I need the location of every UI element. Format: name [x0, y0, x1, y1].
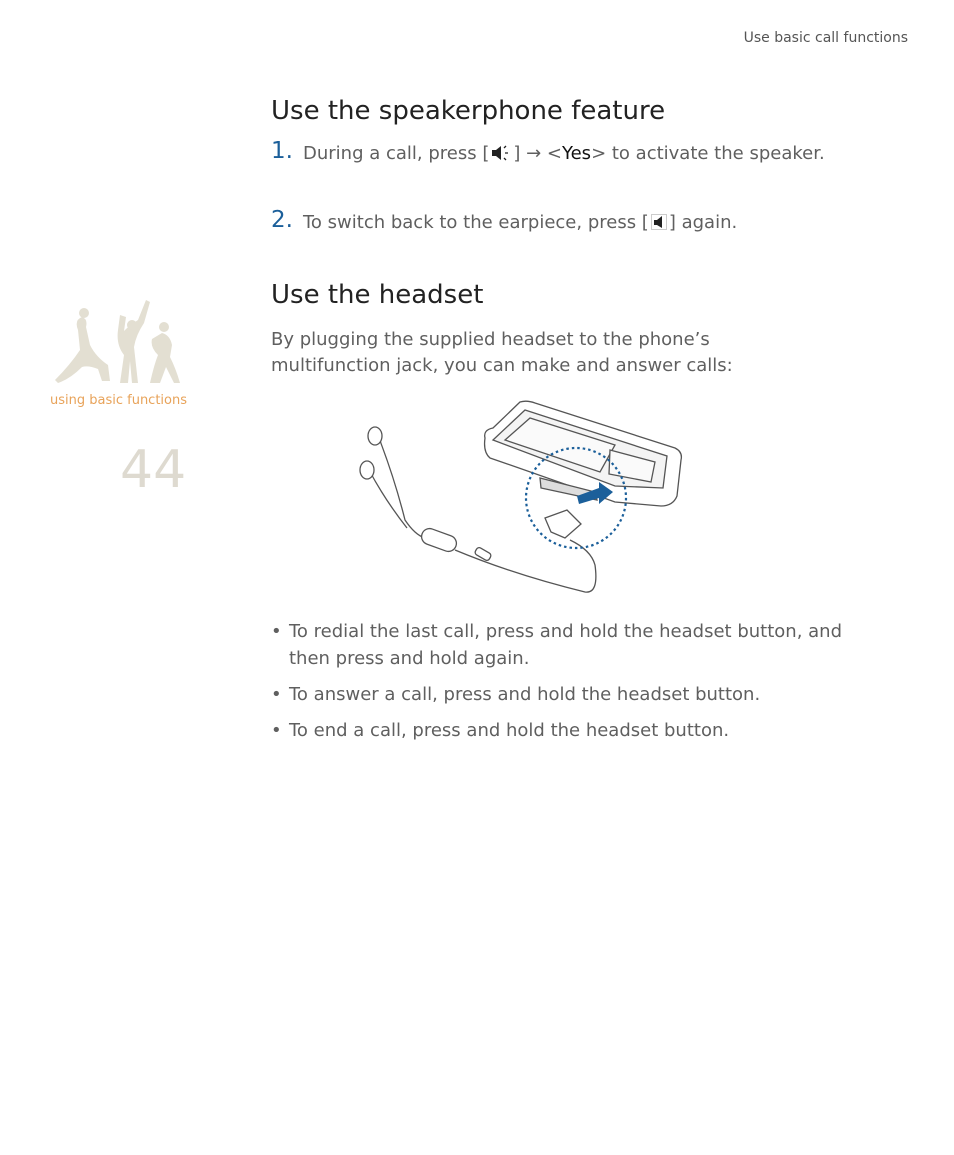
- step-1: [271, 138, 861, 166]
- list-item: [271, 717, 871, 744]
- speaker-on-icon: [491, 145, 511, 161]
- list-item: [271, 618, 871, 672]
- step-text: > to activate the speaker.: [591, 143, 825, 164]
- headset-title: Use the headset: [271, 280, 484, 310]
- running-header: Use basic call functions: [743, 30, 908, 46]
- dancers-illustration: [50, 295, 185, 390]
- bullet: •: [271, 621, 282, 642]
- step-text: ] again.: [668, 212, 738, 233]
- page-number: 44: [120, 440, 187, 500]
- yes-softkey: Yes: [562, 143, 592, 164]
- step-number: 1.: [271, 138, 293, 164]
- step-2: [271, 207, 861, 235]
- step-number: 2.: [271, 207, 293, 233]
- list-item-text: To answer a call, press and hold the headset button.: [289, 684, 761, 705]
- step-text: During a call, press [: [303, 143, 490, 164]
- phone-headset-illustration: [355, 400, 690, 600]
- list-item-text: To end a call, press and hold the headset button.: [289, 720, 730, 741]
- list-item: [271, 681, 871, 708]
- bullet: •: [271, 684, 282, 705]
- speakerphone-title: Use the speakerphone feature: [271, 96, 666, 126]
- headset-tips-list: [271, 618, 871, 753]
- section-label: using basic functions: [50, 393, 188, 408]
- headset-intro: By plugging the supplied headset to the phone’s multifunction jack, you can make and answer calls:: [271, 329, 733, 376]
- list-item-text: To redial the last call, press and hold the headset button, and then press and hold again.: [289, 621, 842, 669]
- step-text: ] → <: [513, 143, 562, 164]
- bullet: •: [271, 720, 282, 741]
- speaker-off-icon: [651, 214, 667, 230]
- step-text: To switch back to the earpiece, press [: [303, 212, 649, 233]
